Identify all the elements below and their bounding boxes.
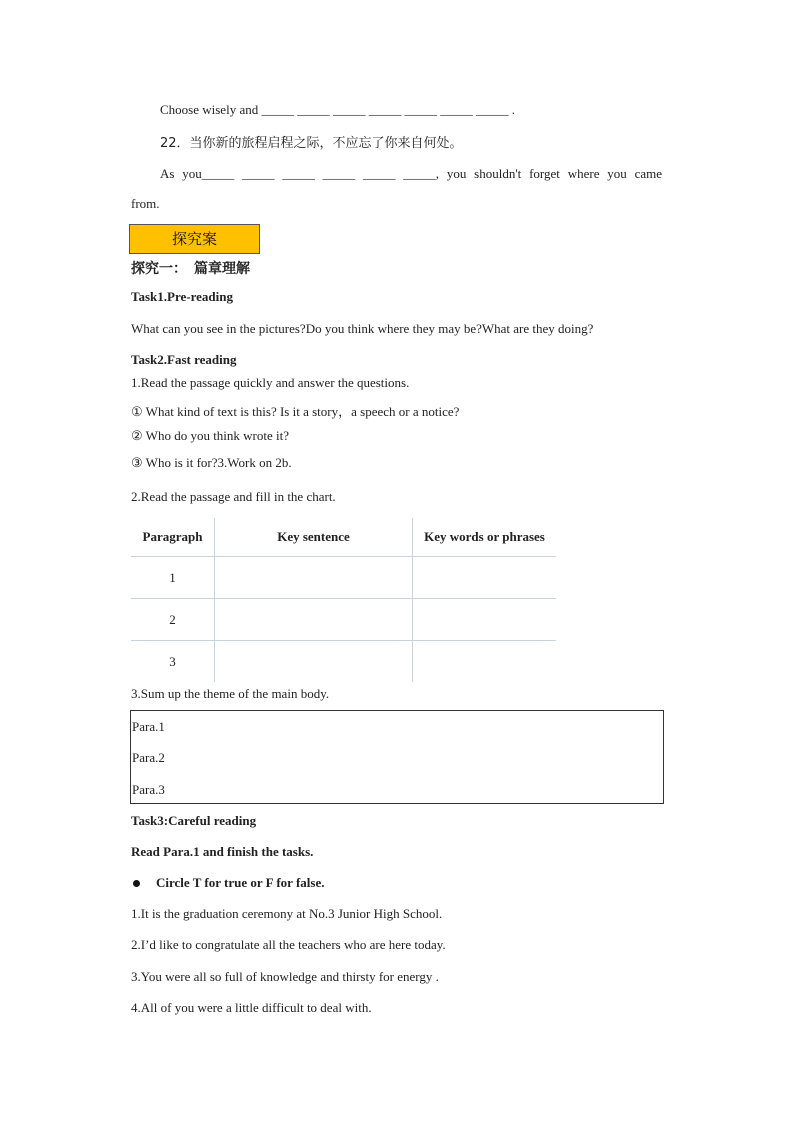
exploration-banner: 探究案 xyxy=(129,224,260,254)
bullet-icon xyxy=(133,880,140,887)
from-line: from. xyxy=(131,196,160,211)
chart-cell-key-sentence[interactable] xyxy=(215,599,413,641)
task2-step2: 2.Read the passage and fill in the chart. xyxy=(131,489,336,504)
chart-cell-paragraph: 1 xyxy=(131,557,215,599)
task3-title: Task3:Careful reading xyxy=(131,813,257,828)
task2-title: Task2.Fast reading xyxy=(131,352,237,367)
list-item: 1.It is the graduation ceremony at No.3 Junior High School. xyxy=(131,906,443,921)
key-sentence-chart xyxy=(131,518,556,682)
task3-instruction: Read Para.1 and finish the tasks. xyxy=(131,844,314,859)
chart-cell-key-sentence[interactable] xyxy=(215,641,413,683)
table-row xyxy=(131,557,556,599)
para-1-label: Para.1 xyxy=(132,719,165,734)
task2-step3: 3.Sum up the theme of the main body. xyxy=(131,686,330,701)
chart-cell-key-words[interactable] xyxy=(413,599,557,641)
list-item: 2.I’d like to congratulate all the teachers who are here today. xyxy=(131,937,446,952)
chart-header-row xyxy=(131,518,556,557)
list-item: 3.You were all so full of knowledge and thirsty for energy . xyxy=(131,969,439,984)
task1-question: What can you see in the pictures?Do you think where they may be?What are they doing? xyxy=(131,321,594,336)
choose-wisely-line: Choose wisely and _____ _____ _____ _____ _____ _____ _____ . xyxy=(160,102,515,117)
chart-cell-key-sentence[interactable] xyxy=(215,557,413,599)
chart-cell-paragraph: 2 xyxy=(131,599,215,641)
list-item: 4.All of you were a little difficult to deal with. xyxy=(131,1000,372,1015)
chart-header-paragraph: Paragraph xyxy=(131,518,215,557)
task2-question-3: ③ Who is it for?3.Work on 2b. xyxy=(131,455,292,470)
as-you-line: As you_____ _____ _____ _____ _____ _____, you shouldn't forget where you came xyxy=(160,166,662,181)
table-row xyxy=(131,599,556,641)
chart-cell-paragraph: 3 xyxy=(169,653,176,669)
section-title: 探究一： 篇章理解 xyxy=(131,261,250,277)
task2-question-1: ① What kind of text is this? Is it a story，a speech or a notice? xyxy=(131,404,460,419)
para-3-label: Para.3 xyxy=(132,782,165,797)
theme-summary-box[interactable] xyxy=(130,710,664,804)
chart-header-key-sentence: Key sentence xyxy=(215,518,413,557)
chart-header-key-words: Key words or phrases xyxy=(413,518,557,557)
question-22: 22．当你新的旅程启程之际，不应忘了你来自何处。 xyxy=(160,136,463,151)
true-false-label: Circle T for true or F for false. xyxy=(156,875,325,890)
chart-cell-key-words[interactable] xyxy=(413,557,557,599)
task2-question-2: ② Who do you think wrote it? xyxy=(131,428,290,443)
table-row xyxy=(131,641,556,683)
para-2-label: Para.2 xyxy=(132,750,165,765)
true-false-instruction xyxy=(133,875,324,891)
chart-cell-key-words[interactable] xyxy=(413,641,557,683)
task2-step1: 1.Read the passage quickly and answer the questions. xyxy=(131,375,410,390)
task1-title: Task1.Pre-reading xyxy=(131,289,233,304)
